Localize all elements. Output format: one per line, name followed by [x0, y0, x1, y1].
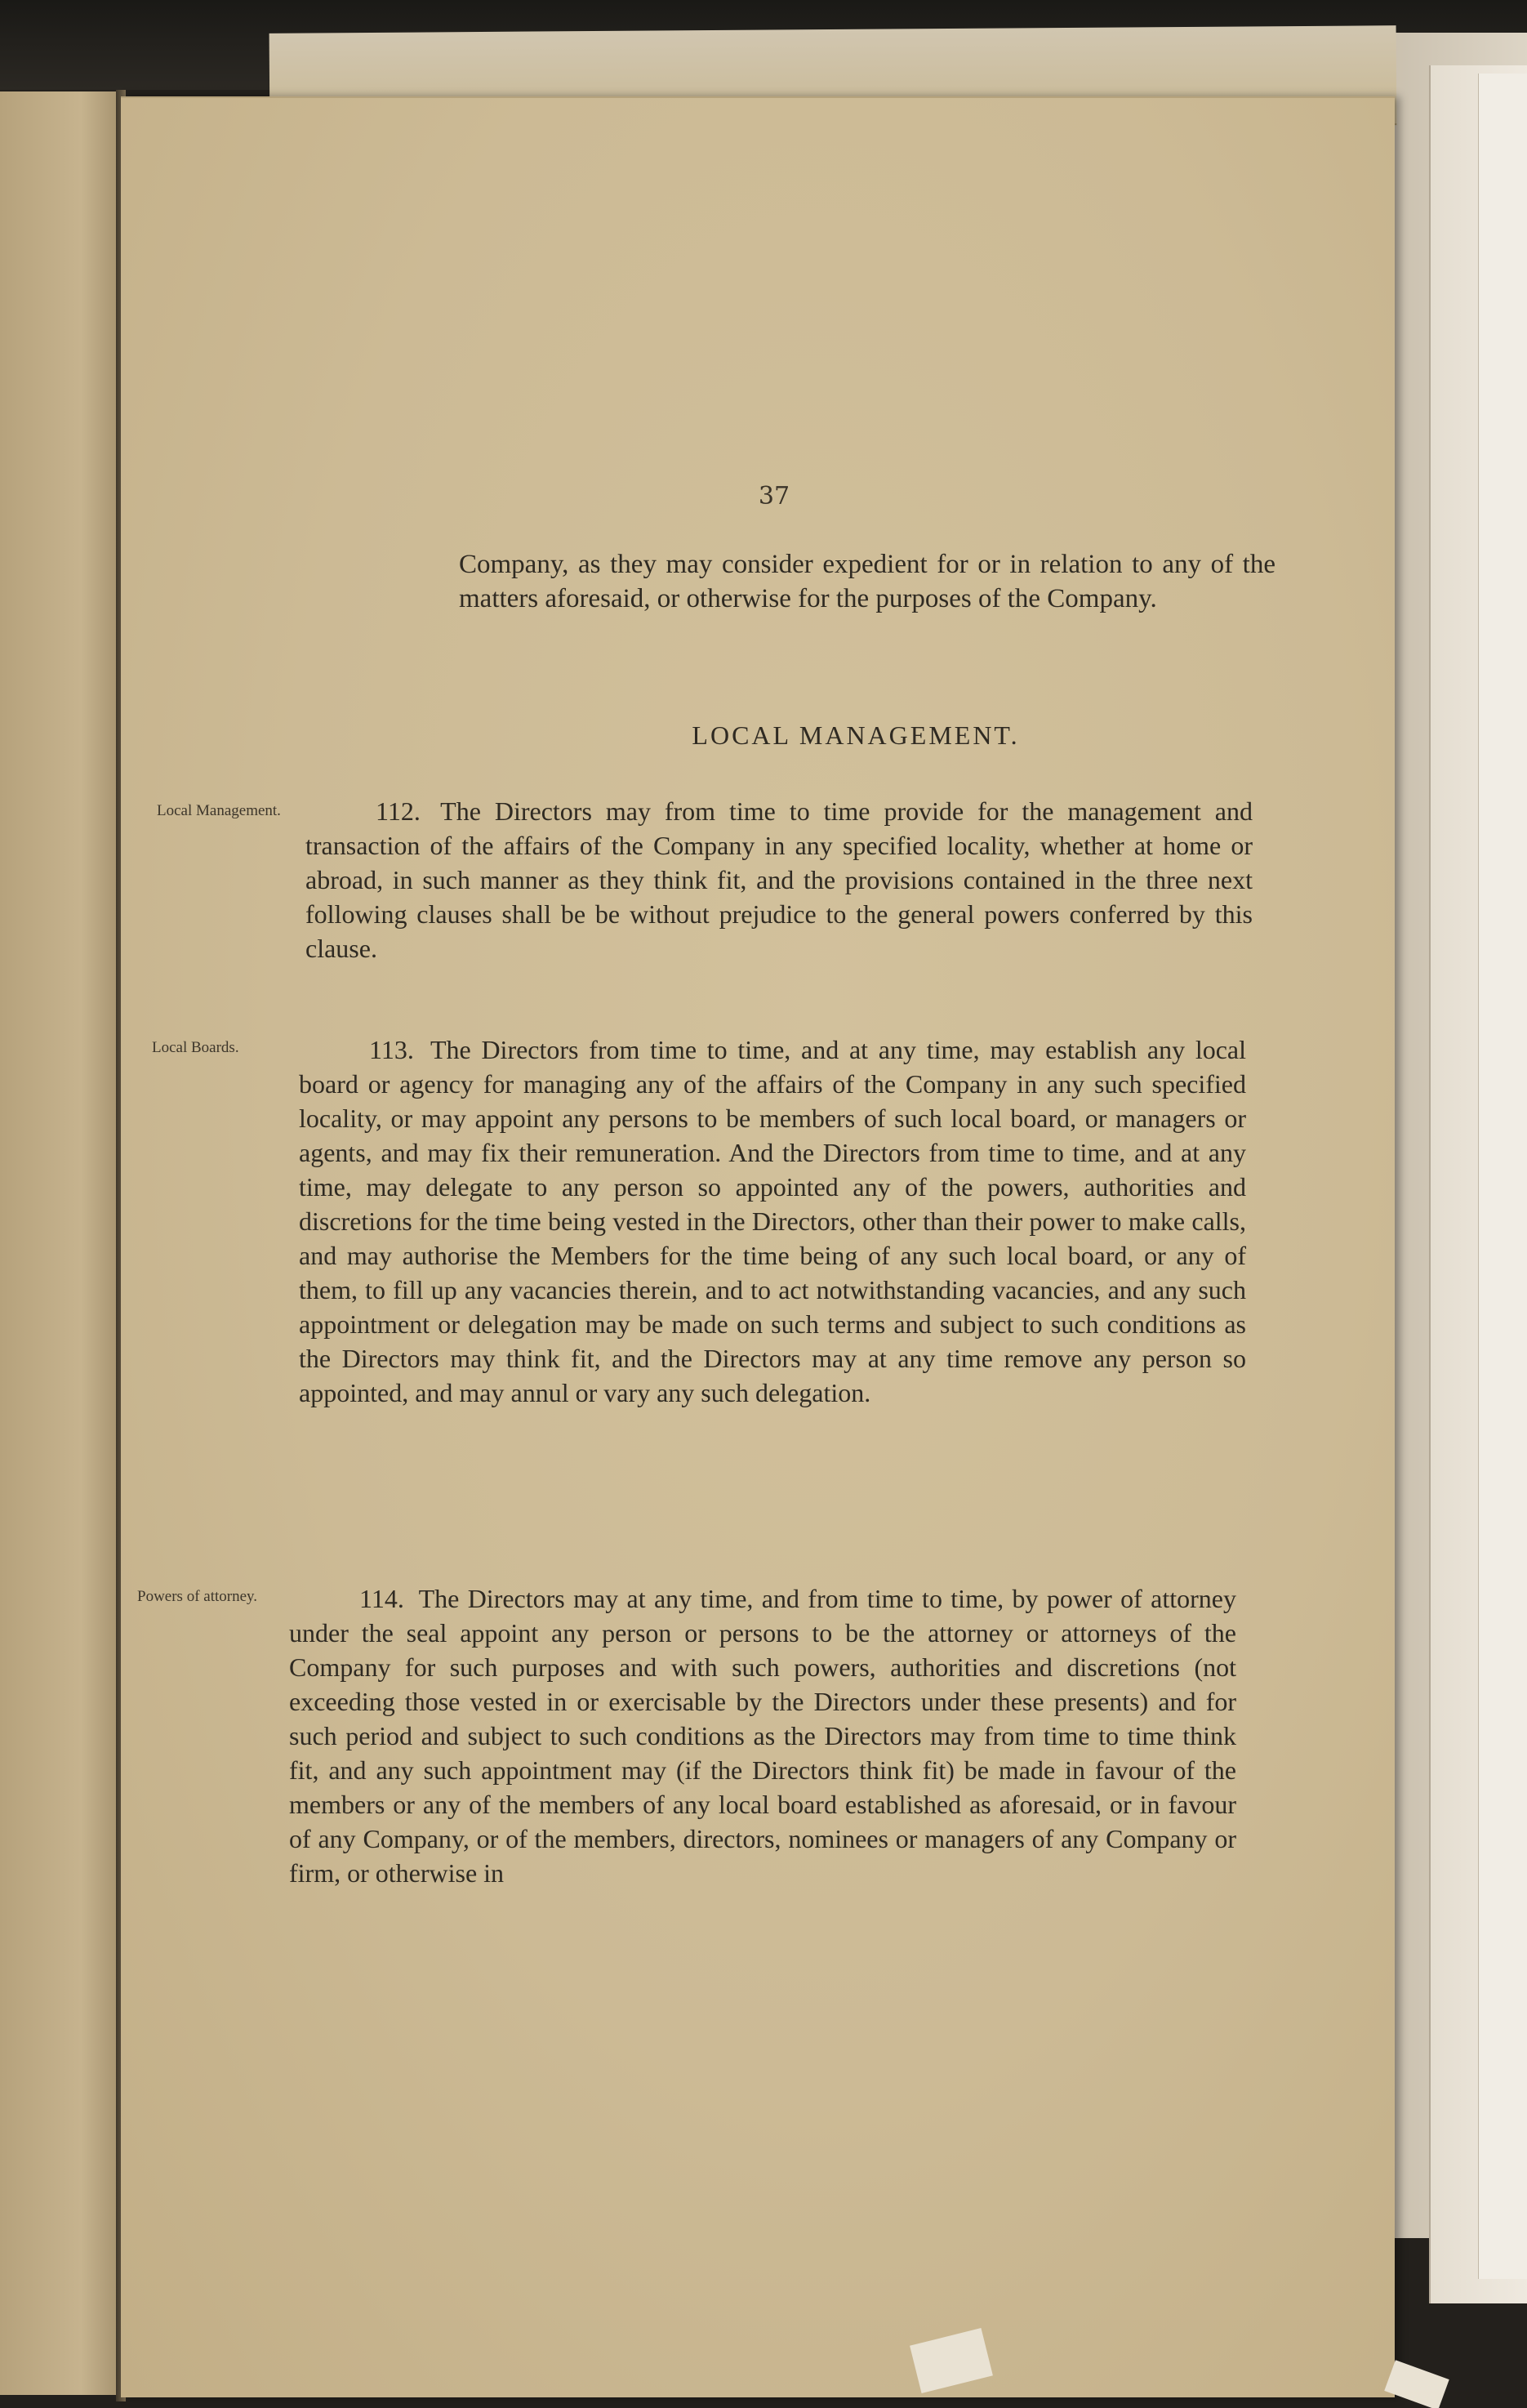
- intro-paragraph: Company, as they may consider expedient for or in relation to any of the matters aforesaid, or otherwise for the purposes of the Company.: [459, 550, 1275, 613]
- clause-number: 114.: [359, 1584, 404, 1613]
- clause-text: The Directors from time to time, and at any time, may establish any local board or agency for managing any of the affairs of the Company in any such specified locality, or may appoint any persons to be members of such local board, or managers or agents, and may fix their remuneration. And the Directors from time to time, and at any time, may delegate to any person so appointed any of the powers, authorities and discretions for the time being vested in the Directors, other than their power to make calls, and may authorise the Members for the time being of any such local board, or any of them, to fill up any vacancies therein, and to act notwithstanding vacancies, and any such appointment or delegation may be made on such terms and subject to such conditions as the Directors may think fit, and the Directors may at any time remove any person so appointed, and may annul or vary any such delegation.: [299, 1035, 1247, 1407]
- section-heading: LOCAL MANAGEMENT.: [692, 720, 1020, 750]
- clause-113: [299, 1032, 1246, 1410]
- clause-112: [305, 794, 1253, 965]
- main-page: [121, 96, 1395, 2397]
- side-note-powers-of-attorney: Powers of attorney.: [137, 1588, 258, 1605]
- side-note-local-management: Local Management.: [157, 802, 281, 819]
- clause-114: [289, 1581, 1236, 1890]
- clause-number: 113.: [369, 1035, 414, 1064]
- clause-text: The Directors may at any time, and from time to time, by power of attorney under the seal appoint any person or persons to be the attorney or attorneys of the Company for such purposes and with such powers, authorities and discretions (not exceeding those vested in or exercisable by the Directors under these presents) and for such period and subject to such conditions as the Directors may from time to time think fit, and any such appointment may (if the Directors think fit) be made in favour of the members or any of the members of any local board established as aforesaid, or in favour of any Company, or of the members, directors, nominees or managers of any Company or firm, or otherwise in: [289, 1584, 1237, 1888]
- paper-scrap: [1384, 2360, 1449, 2408]
- page-number: 37: [758, 482, 790, 511]
- side-note-local-boards: Local Boards.: [152, 1039, 239, 1056]
- clause-number: 112.: [376, 796, 421, 826]
- clause-text: The Directors may from time to time provide for the management and transaction of the affairs of the Company in any specified locality, whether at home or abroad, in such manner as they think fit, and the provisions contained in the three next following clauses shall be be without prejudice to the general powers conferred by this clause.: [305, 796, 1253, 963]
- paper-stack-front: [1478, 74, 1527, 2279]
- left-facing-page: [0, 91, 118, 2395]
